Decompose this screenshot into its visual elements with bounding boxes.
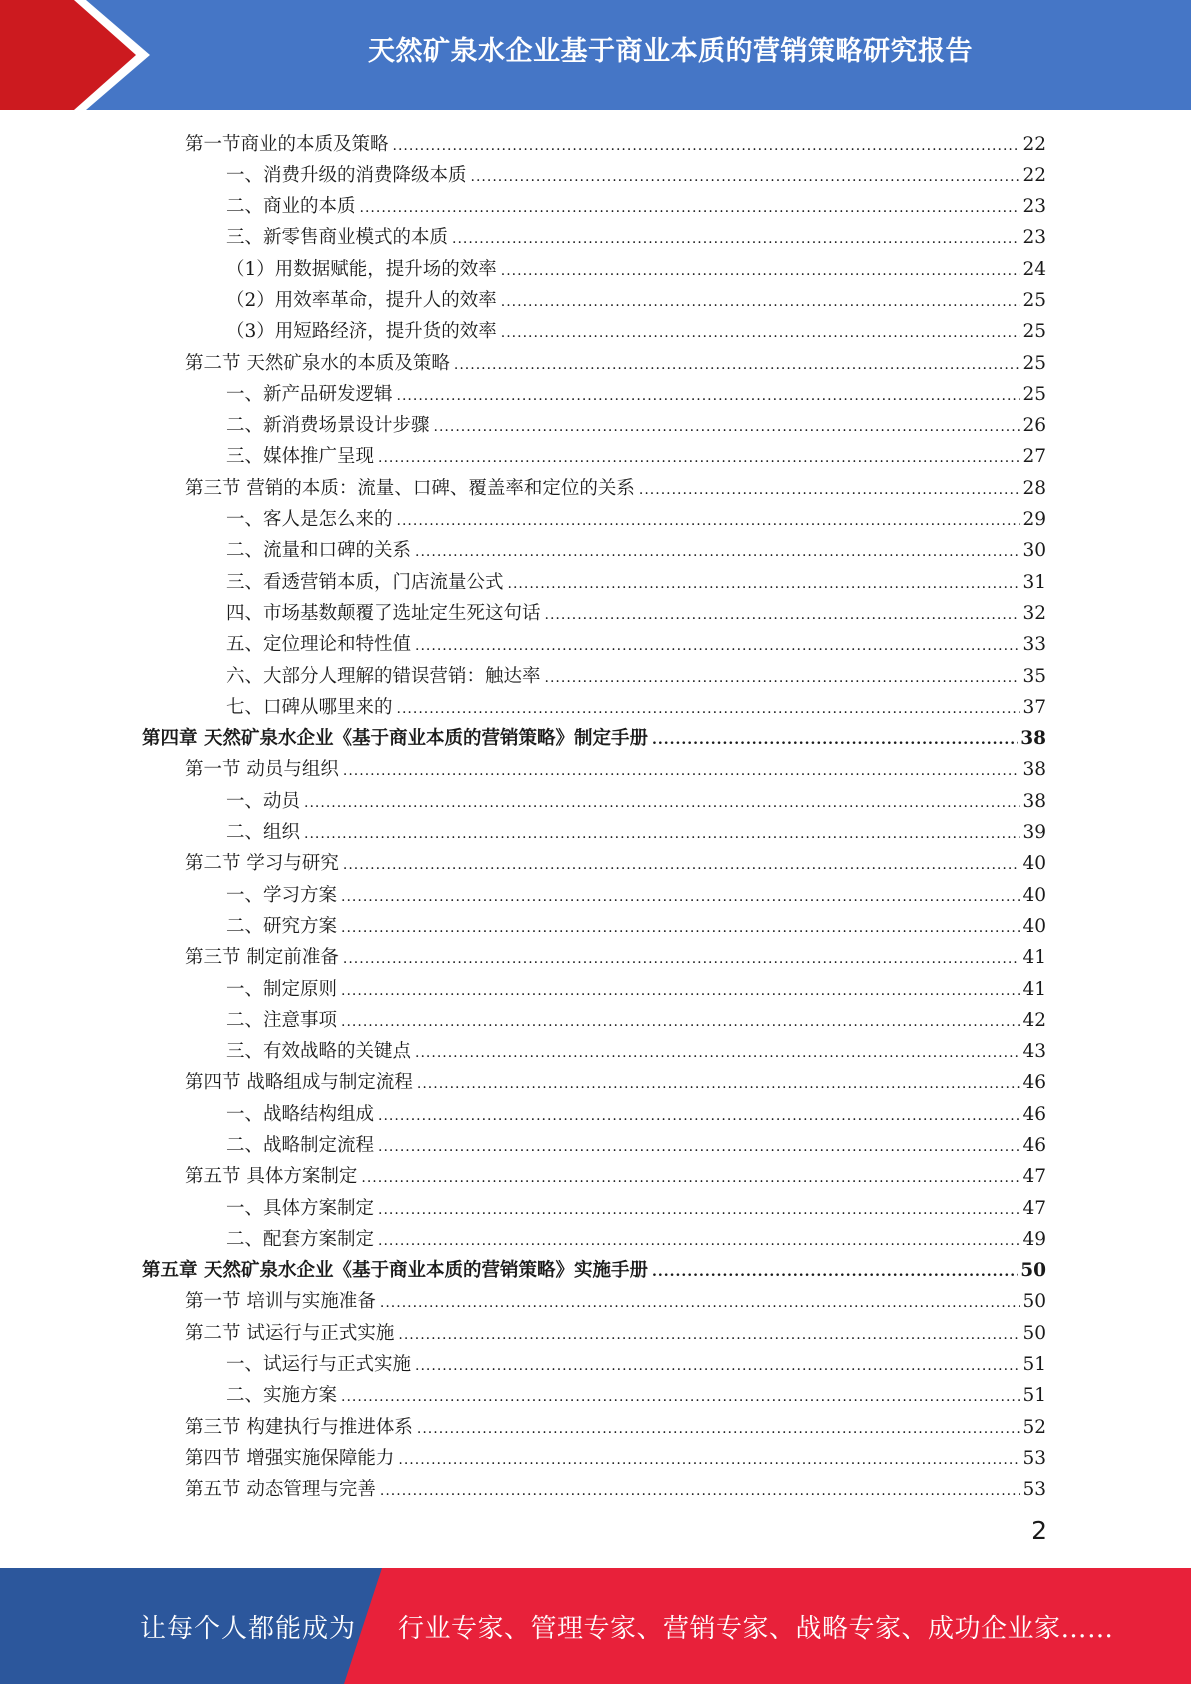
toc-dot-leader	[508, 569, 1021, 600]
toc-dot-leader	[343, 850, 1021, 881]
toc-dot-leader	[398, 1445, 1020, 1476]
toc-entry-title: 一、客人是怎么来的	[226, 509, 393, 531]
toc-entry-page: 27	[1022, 446, 1046, 468]
toc-entry-title: 一、战略结构组成	[226, 1103, 375, 1125]
toc-dot-leader	[380, 1476, 1021, 1507]
toc-entry-title: 第二节 试运行与正式实施	[185, 1322, 395, 1344]
toc-dot-leader	[361, 1163, 1020, 1194]
toc-entry-title: 第三节 制定前准备	[185, 947, 339, 969]
toc-dot-leader	[397, 381, 1021, 412]
toc-entry-page: 38	[1022, 759, 1046, 781]
toc-entry-title: 第一节商业的本质及策略	[185, 133, 389, 155]
toc-dot-leader	[652, 1257, 1018, 1288]
toc-entry[interactable]	[0, 817, 1191, 848]
toc-dot-leader	[378, 443, 1020, 474]
toc-dot-leader	[415, 1038, 1020, 1069]
toc-entry-title: 第四章 天然矿泉水企业《基于商业本质的营销策略》制定手册	[142, 728, 648, 750]
toc-entry-title: 一、学习方案	[226, 884, 338, 906]
toc-dot-leader	[415, 537, 1020, 568]
toc-entry[interactable]	[0, 1224, 1191, 1255]
toc-entry[interactable]	[0, 1380, 1191, 1411]
toc-entry-title: 一、新产品研发逻辑	[226, 383, 393, 405]
page-footer	[0, 1568, 1191, 1684]
toc-entry-page: 39	[1022, 822, 1046, 844]
toc-entry-page: 38	[1022, 790, 1046, 812]
toc-entry[interactable]	[0, 567, 1191, 598]
toc-entry[interactable]	[0, 1161, 1191, 1192]
toc-entry[interactable]	[0, 1349, 1191, 1380]
toc-entry[interactable]	[0, 942, 1191, 973]
toc-entry-page: 31	[1022, 571, 1046, 593]
toc-entry[interactable]	[0, 1318, 1191, 1349]
toc-entry[interactable]	[0, 1036, 1191, 1067]
toc-entry[interactable]	[0, 1193, 1191, 1224]
toc-dot-leader	[454, 350, 1021, 381]
toc-entry-page: 24	[1022, 258, 1046, 280]
toc-entry[interactable]	[0, 1099, 1191, 1130]
toc-entry-title: 二、战略制定流程	[226, 1135, 375, 1156]
toc-dot-leader	[397, 694, 1021, 725]
toc-entry-page: 52	[1022, 1416, 1046, 1438]
toc-dot-leader	[341, 1382, 1020, 1413]
toc-dot-leader	[452, 224, 1020, 255]
toc-dot-leader	[360, 193, 1021, 224]
toc-entry-page: 26	[1022, 415, 1046, 437]
toc-entry-page: 41	[1022, 978, 1046, 1000]
toc-dot-leader	[434, 412, 1021, 443]
toc-entry-page: 53	[1022, 1479, 1046, 1501]
toc-entry-page: 51	[1022, 1385, 1046, 1407]
toc-dot-leader	[343, 756, 1021, 787]
toc-entry-page: 29	[1022, 509, 1046, 531]
page-header	[0, 0, 1191, 110]
toc-entry-title: 第三节 构建执行与推进体系	[185, 1416, 413, 1438]
toc-entry[interactable]	[0, 222, 1191, 253]
toc-entry[interactable]	[0, 191, 1191, 222]
toc-entry-title: 第二节 天然矿泉水的本质及策略	[185, 352, 450, 374]
toc-entry-page: 49	[1022, 1228, 1046, 1250]
report-title: 天然矿泉水企业基于商业本质的营销策略研究报告	[368, 35, 973, 67]
toc-entry-page: 53	[1022, 1447, 1046, 1469]
toc-entry-title: 一、试运行与正式实施	[226, 1354, 412, 1376]
toc-entry-page: 28	[1022, 477, 1046, 499]
toc-entry-title: 第四节 战略组成与制定流程	[185, 1072, 413, 1094]
toc-entry[interactable]	[0, 473, 1191, 504]
toc-entry-page: 23	[1022, 227, 1046, 249]
toc-dot-leader	[501, 318, 1021, 349]
toc-entry[interactable]	[0, 1067, 1191, 1098]
toc-entry[interactable]	[0, 1255, 1191, 1286]
toc-dot-leader	[380, 1288, 1021, 1319]
toc-dot-leader	[304, 788, 1020, 819]
toc-entry[interactable]	[0, 723, 1191, 754]
toc-dot-leader	[378, 1132, 1020, 1163]
toc-entry[interactable]	[0, 1443, 1191, 1474]
toc-entry[interactable]	[0, 316, 1191, 347]
toc-entry-page: 46	[1022, 1135, 1046, 1156]
toc-dot-leader	[545, 600, 1021, 631]
toc-dot-leader	[341, 882, 1020, 913]
toc-entry-page: 25	[1022, 289, 1046, 311]
toc-entry-page: 51	[1022, 1354, 1046, 1376]
toc-entry-title: 第五章 天然矿泉水企业《基于商业本质的营销策略》实施手册	[142, 1260, 648, 1282]
footer-slogan-right: 行业专家、管理专家、营销专家、战略专家、成功企业家……	[398, 1613, 1114, 1644]
toc-entry-page: 38	[1020, 728, 1046, 750]
toc-entry-page: 25	[1022, 383, 1046, 405]
toc-entry-title: 第四节 增强实施保障能力	[185, 1447, 395, 1469]
toc-entry[interactable]	[0, 911, 1191, 942]
toc-entry-title: 三、有效战略的关键点	[226, 1041, 412, 1063]
toc-entry-page: 32	[1022, 602, 1046, 624]
table-of-contents	[0, 129, 1191, 1506]
toc-entry[interactable]	[0, 1474, 1191, 1505]
toc-entry-title: 六、大部分人理解的错误营销：触达率	[226, 665, 541, 687]
toc-entry-page: 40	[1022, 915, 1046, 937]
toc-entry-title: （2）用效率革命，提升人的效率	[226, 289, 497, 311]
page-number: 2	[1031, 1516, 1047, 1545]
toc-entry-page: 22	[1022, 133, 1046, 155]
toc-entry-page: 46	[1022, 1072, 1046, 1094]
toc-entry[interactable]	[0, 1005, 1191, 1036]
toc-entry[interactable]	[0, 629, 1191, 660]
toc-entry[interactable]	[0, 1130, 1191, 1161]
toc-entry[interactable]	[0, 661, 1191, 692]
toc-entry[interactable]	[0, 254, 1191, 285]
toc-entry-title: 第三节 营销的本质：流量、口碑、覆盖率和定位的关系	[185, 477, 635, 499]
toc-dot-leader	[304, 819, 1020, 850]
toc-entry-page: 43	[1022, 1041, 1046, 1063]
toc-entry-title: 三、新零售商业模式的本质	[226, 227, 449, 249]
toc-dot-leader	[341, 1007, 1020, 1038]
toc-entry[interactable]	[0, 504, 1191, 535]
toc-dot-leader	[545, 663, 1021, 694]
toc-entry-title: 一、消费升级的消费降级本质	[226, 164, 467, 186]
toc-dot-leader	[341, 976, 1020, 1007]
toc-dot-leader	[398, 1320, 1020, 1351]
toc-entry-page: 35	[1022, 665, 1046, 687]
toc-entry[interactable]	[0, 535, 1191, 566]
toc-entry[interactable]	[0, 598, 1191, 629]
toc-dot-leader	[397, 506, 1021, 537]
toc-entry-page: 50	[1022, 1322, 1046, 1344]
toc-dot-leader	[501, 256, 1021, 287]
toc-entry-title: 三、看透营销本质，门店流量公式	[226, 571, 504, 593]
toc-entry[interactable]	[0, 1286, 1191, 1317]
toc-entry-title: 七、口碑从哪里来的	[226, 696, 393, 718]
toc-dot-leader	[417, 1069, 1021, 1100]
toc-entry-title: 第五节 动态管理与完善	[185, 1479, 376, 1501]
toc-entry-title: 二、流量和口碑的关系	[226, 540, 412, 562]
toc-entry[interactable]	[0, 754, 1191, 785]
toc-entry-page: 50	[1022, 1291, 1046, 1313]
toc-entry-title: 第一节 动员与组织	[185, 759, 339, 781]
toc-entry-title: 二、商业的本质	[226, 196, 356, 218]
toc-entry-page: 50	[1020, 1260, 1046, 1282]
toc-entry-page: 33	[1022, 634, 1046, 656]
toc-entry[interactable]	[0, 410, 1191, 441]
toc-entry[interactable]	[0, 786, 1191, 817]
toc-entry-title: 二、实施方案	[226, 1385, 338, 1407]
toc-entry-title: 四、市场基数颠覆了选址定生死这句话	[226, 602, 541, 624]
toc-entry-page: 22	[1022, 164, 1046, 186]
toc-entry-title: （1）用数据赋能，提升场的效率	[226, 258, 497, 280]
toc-entry-page: 30	[1022, 540, 1046, 562]
toc-entry-title: 三、媒体推广呈现	[226, 446, 375, 468]
toc-entry-title: 二、组织	[226, 822, 301, 844]
toc-entry-title: 二、研究方案	[226, 915, 338, 937]
toc-entry[interactable]	[0, 692, 1191, 723]
toc-entry-title: （3）用短路经济，提升货的效率	[226, 321, 497, 343]
toc-entry-page: 40	[1022, 884, 1046, 906]
toc-entry-page: 47	[1022, 1166, 1046, 1188]
toc-entry[interactable]	[0, 129, 1191, 160]
toc-entry-page: 40	[1022, 853, 1046, 875]
toc-entry-title: 五、定位理论和特性值	[226, 634, 412, 656]
toc-entry-page: 25	[1022, 321, 1046, 343]
toc-entry[interactable]	[0, 379, 1191, 410]
toc-entry[interactable]	[0, 441, 1191, 472]
toc-entry-page: 37	[1022, 696, 1046, 718]
toc-entry[interactable]	[0, 880, 1191, 911]
toc-dot-leader	[415, 1351, 1020, 1382]
toc-dot-leader	[471, 162, 1021, 193]
toc-entry-title: 一、制定原则	[226, 978, 338, 1000]
toc-entry[interactable]	[0, 348, 1191, 379]
toc-entry-title: 第一节 培训与实施准备	[185, 1291, 376, 1313]
toc-entry[interactable]	[0, 1412, 1191, 1443]
toc-dot-leader	[393, 131, 1021, 162]
toc-dot-leader	[639, 475, 1021, 506]
toc-entry[interactable]	[0, 285, 1191, 316]
toc-entry-title: 二、配套方案制定	[226, 1228, 375, 1250]
toc-dot-leader	[417, 1414, 1021, 1445]
toc-entry-title: 第五节 具体方案制定	[185, 1166, 358, 1188]
toc-entry[interactable]	[0, 974, 1191, 1005]
toc-entry-page: 46	[1022, 1103, 1046, 1125]
toc-dot-leader	[378, 1101, 1020, 1132]
toc-entry-page: 47	[1022, 1197, 1046, 1219]
toc-entry-page: 25	[1022, 352, 1046, 374]
toc-entry-title: 一、具体方案制定	[226, 1197, 375, 1219]
toc-dot-leader	[378, 1195, 1020, 1226]
toc-entry-title: 二、新消费场景设计步骤	[226, 415, 430, 437]
toc-entry[interactable]	[0, 160, 1191, 191]
toc-dot-leader	[343, 944, 1021, 975]
toc-entry-title: 二、注意事项	[226, 1009, 338, 1031]
toc-entry[interactable]	[0, 848, 1191, 879]
toc-dot-leader	[652, 725, 1018, 756]
toc-entry-title: 第二节 学习与研究	[185, 853, 339, 875]
footer-slogan-left: 让每个人都能成为	[139, 1613, 356, 1644]
toc-dot-leader	[501, 287, 1021, 318]
toc-dot-leader	[378, 1226, 1020, 1257]
toc-dot-leader	[415, 631, 1020, 662]
toc-dot-leader	[341, 913, 1020, 944]
header-arrow-decoration	[0, 0, 150, 110]
toc-entry-page: 23	[1022, 196, 1046, 218]
toc-entry-page: 41	[1022, 947, 1046, 969]
toc-entry-page: 42	[1022, 1009, 1046, 1031]
toc-entry-title: 一、动员	[226, 790, 301, 812]
